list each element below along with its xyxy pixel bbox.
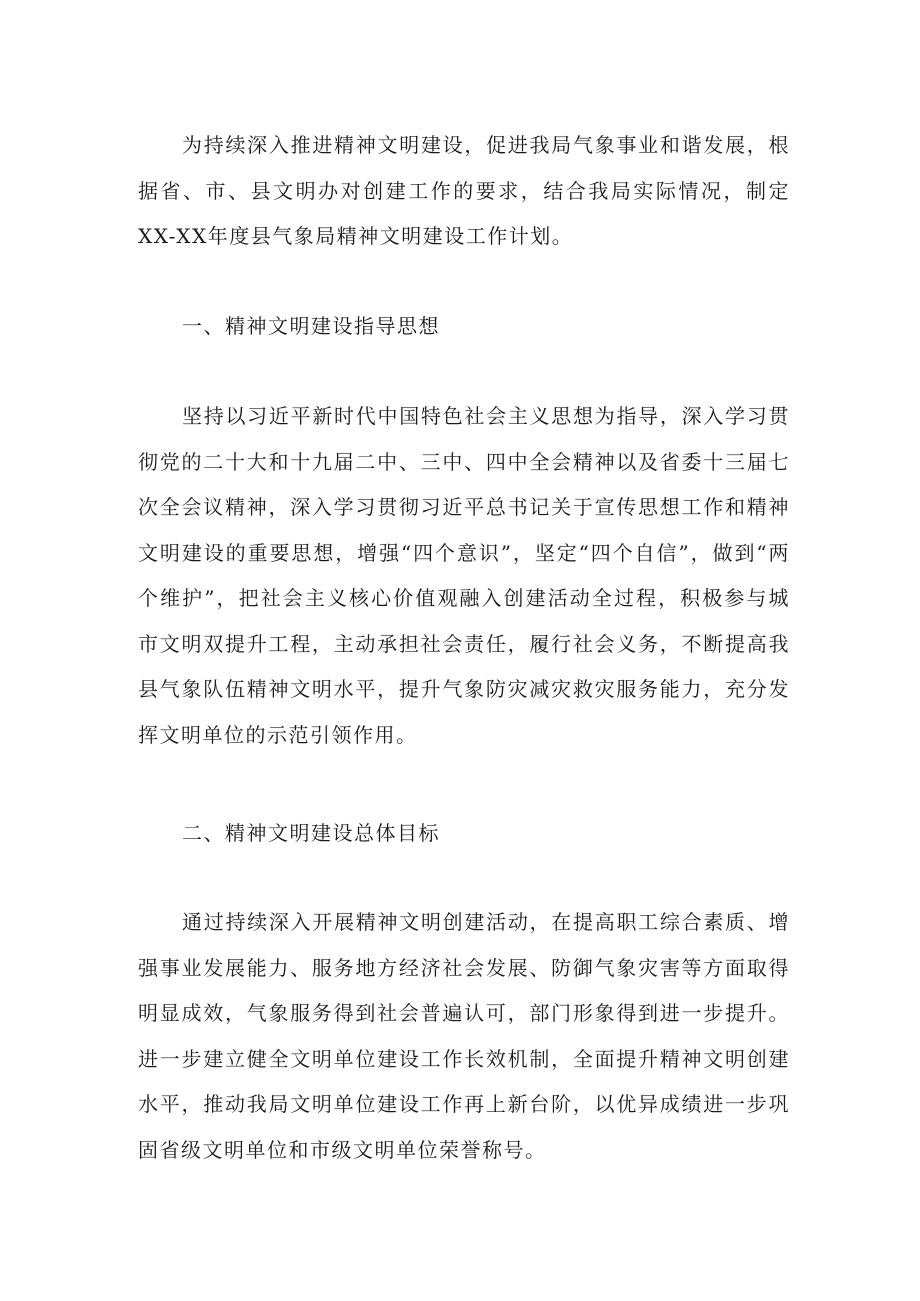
section-2-heading: 二、精神文明建设总体目标: [182, 821, 440, 845]
section-1-heading: 一、精神文明建设指导思想: [182, 314, 440, 338]
section-1-paragraph: 坚持以习近平新时代中国特色社会主义思想为指导，深入学习贯彻党的二十大和十九届二中、三中、四中全会精神以及省委十三届七次全会议精神，深入学习贯彻习近平总书记关于宣传思想工作和精神文明建设的重要思想，增强“四个意识”，坚定“四个自信”，做到“两个维护”，把社会主义核心价值观融入创建活动全过程，积极参与城市文明双提升工程，主动承担社会责任，履行社会义务，不断提高我县气象队伍精神文明水平，提升气象防灾减灾救灾服务能力，充分发挥文明单位的示范引领作用。: [138, 404, 790, 747]
section-2-paragraph: 通过持续深入开展精神文明创建活动，在提高职工综合素质、增强事业发展能力、服务地方经济社会发展、防御气象灾害等方面取得明显成效，气象服务得到社会普遍认可，部门形象得到进一步提升。进一步建立健全文明单位建设工作长效机制，全面提升精神文明创建水平，推动我局文明单位建设工作再上新台阶，以优异成绩进一步巩固省级文明单位和市级文明单位荣誉称号。: [138, 910, 790, 1162]
intro-paragraph: 为持续深入推进精神文明建设，促进我局气象事业和谐发展，根据省、市、县文明办对创建工作的要求，结合我局实际情况，制定XX-XX年度县气象局精神文明建设工作计划。: [138, 133, 790, 248]
